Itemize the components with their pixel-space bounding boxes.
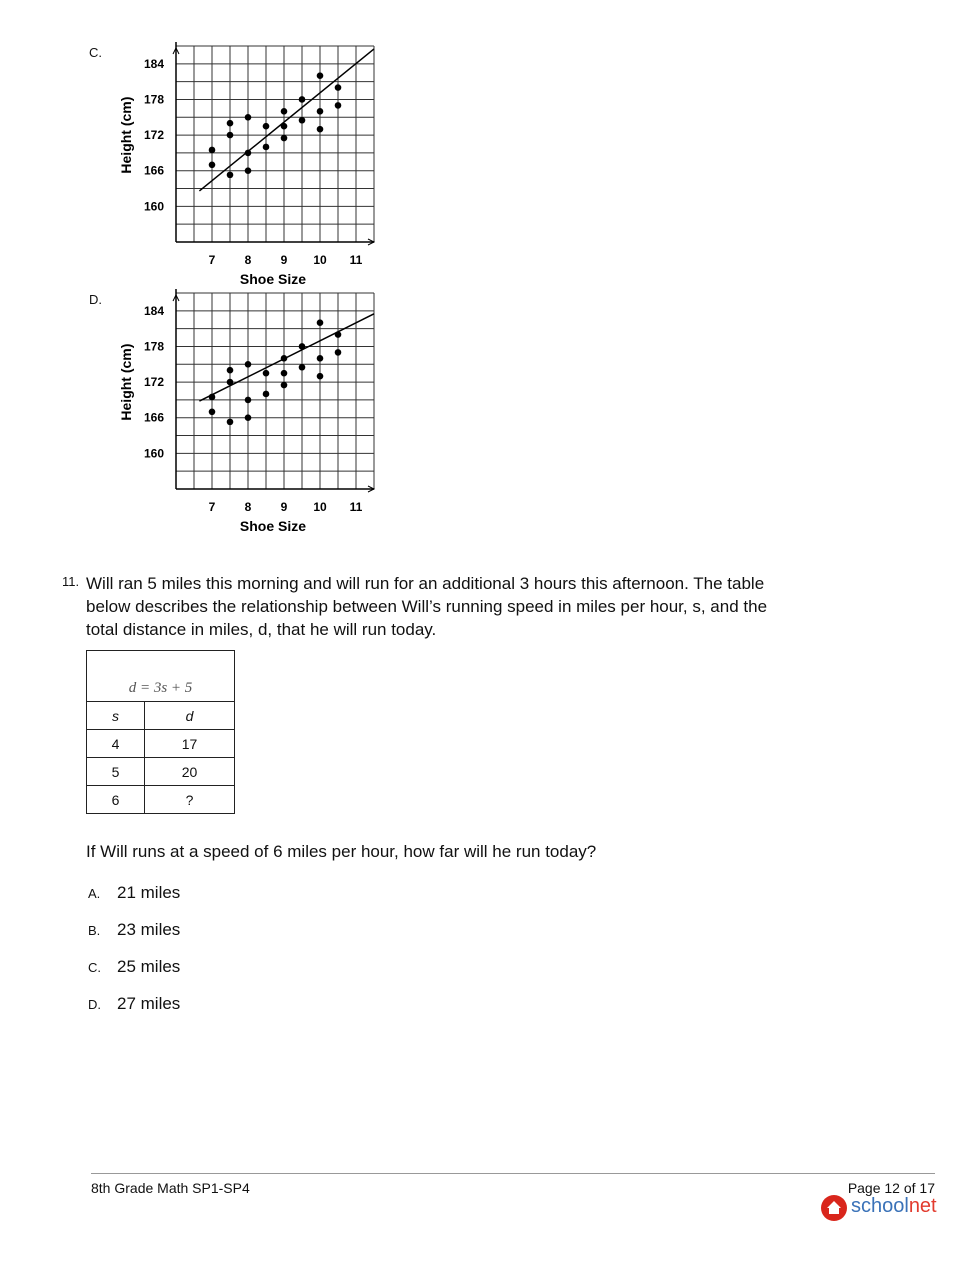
data-point [281, 370, 288, 377]
choice-text: 21 miles [117, 883, 181, 902]
choice-letter: C. [88, 960, 101, 975]
data-point [317, 319, 324, 326]
x-tick-label: 7 [208, 253, 216, 267]
data-point [263, 144, 270, 151]
choice-text: 23 miles [117, 920, 181, 939]
cell: 5 [87, 758, 145, 786]
page-number: Page 12 of 17 [847, 1180, 935, 1196]
data-point [227, 120, 234, 127]
scatter-chart-d [110, 287, 390, 537]
data-point [335, 102, 342, 109]
data-point [317, 108, 324, 115]
x-axis-label: Shoe Size [239, 271, 307, 287]
data-point [299, 96, 306, 103]
cell: 17 [145, 730, 235, 758]
y-tick-label: 178 [143, 92, 164, 107]
data-point [299, 364, 306, 371]
data-point [317, 355, 324, 362]
choice-letter: A. [88, 886, 101, 901]
data-point [227, 419, 234, 426]
y-axis-label: Height (cm) [118, 96, 134, 174]
choice-text: 25 miles [117, 957, 181, 976]
data-point [227, 172, 234, 179]
y-axis-label: Height (cm) [118, 343, 134, 421]
data-point [335, 349, 342, 356]
data-point [263, 391, 270, 398]
x-tick-label: 9 [280, 253, 288, 267]
data-point [245, 397, 252, 404]
y-tick-label: 178 [143, 339, 164, 354]
x-tick-label: 10 [313, 253, 327, 267]
x-tick-label: 8 [244, 500, 252, 514]
schoolnet-logo-icon [821, 1195, 847, 1221]
question-prompt: If Will runs at a speed of 6 miles per hour, how far will he run today? [86, 842, 597, 861]
table-row [87, 730, 235, 758]
data-point [209, 408, 216, 415]
choice-c[interactable] [88, 957, 180, 977]
equation: d = 3s + 5 [87, 651, 235, 702]
data-point [209, 161, 216, 168]
equation-table [86, 650, 235, 814]
choice-text: 27 miles [117, 994, 181, 1013]
data-point [317, 72, 324, 79]
x-tick-label: 10 [313, 500, 327, 514]
y-tick-label: 172 [143, 375, 164, 390]
data-point [245, 361, 252, 368]
data-point [317, 126, 324, 133]
data-point [263, 370, 270, 377]
data-point [317, 373, 324, 380]
choice-d[interactable] [88, 994, 180, 1014]
cell: 20 [145, 758, 235, 786]
table-row [87, 786, 235, 814]
header-d: d [145, 702, 235, 730]
data-point [281, 135, 288, 142]
choice-letter: B. [88, 923, 101, 938]
y-tick-label: 172 [143, 128, 164, 143]
choice-letter: D. [88, 997, 101, 1012]
table-row [87, 758, 235, 786]
data-point [245, 114, 252, 121]
y-tick-label: 160 [143, 199, 164, 214]
y-tick-label: 166 [143, 163, 164, 178]
cell: 4 [87, 730, 145, 758]
data-point [263, 123, 270, 130]
y-tick-label: 184 [143, 56, 164, 71]
question-text: Will ran 5 miles this morning and will run for an additional 3 hours this afternoon. The table below describes the relationship between Will’s running speed in miles per hour, s, and the total distance in miles, d, that he will run today. [86, 574, 768, 639]
cell: 6 [87, 786, 145, 814]
footer-divider [91, 1173, 935, 1174]
header-s: s [87, 702, 145, 730]
footer-title: 8th Grade Math SP1-SP4 [91, 1180, 250, 1196]
x-tick-label: 8 [244, 253, 252, 267]
y-tick-label: 166 [143, 410, 164, 425]
choice-b[interactable] [88, 920, 180, 940]
question-number: 11. [62, 574, 80, 589]
data-point [245, 167, 252, 174]
option-d-label: D. [89, 292, 102, 307]
x-axis-label: Shoe Size [239, 518, 307, 534]
x-tick-label: 7 [208, 500, 216, 514]
schoolnet-logo: schoolnet [851, 1195, 937, 1217]
y-tick-label: 184 [143, 303, 164, 318]
scatter-chart-c [110, 40, 390, 290]
x-tick-label: 9 [280, 500, 288, 514]
data-point [209, 147, 216, 154]
data-point [281, 382, 288, 389]
trend-line [199, 314, 374, 401]
data-point [299, 117, 306, 124]
data-point [227, 367, 234, 374]
trend-line [199, 49, 374, 191]
data-point [227, 132, 234, 139]
data-point [335, 84, 342, 91]
choice-a[interactable] [88, 883, 180, 903]
x-tick-label: 11 [349, 500, 363, 514]
data-point [281, 108, 288, 115]
option-c-label: C. [89, 45, 102, 60]
data-point [245, 414, 252, 421]
x-tick-label: 11 [349, 253, 363, 267]
cell: ? [145, 786, 235, 814]
y-tick-label: 160 [143, 446, 164, 461]
